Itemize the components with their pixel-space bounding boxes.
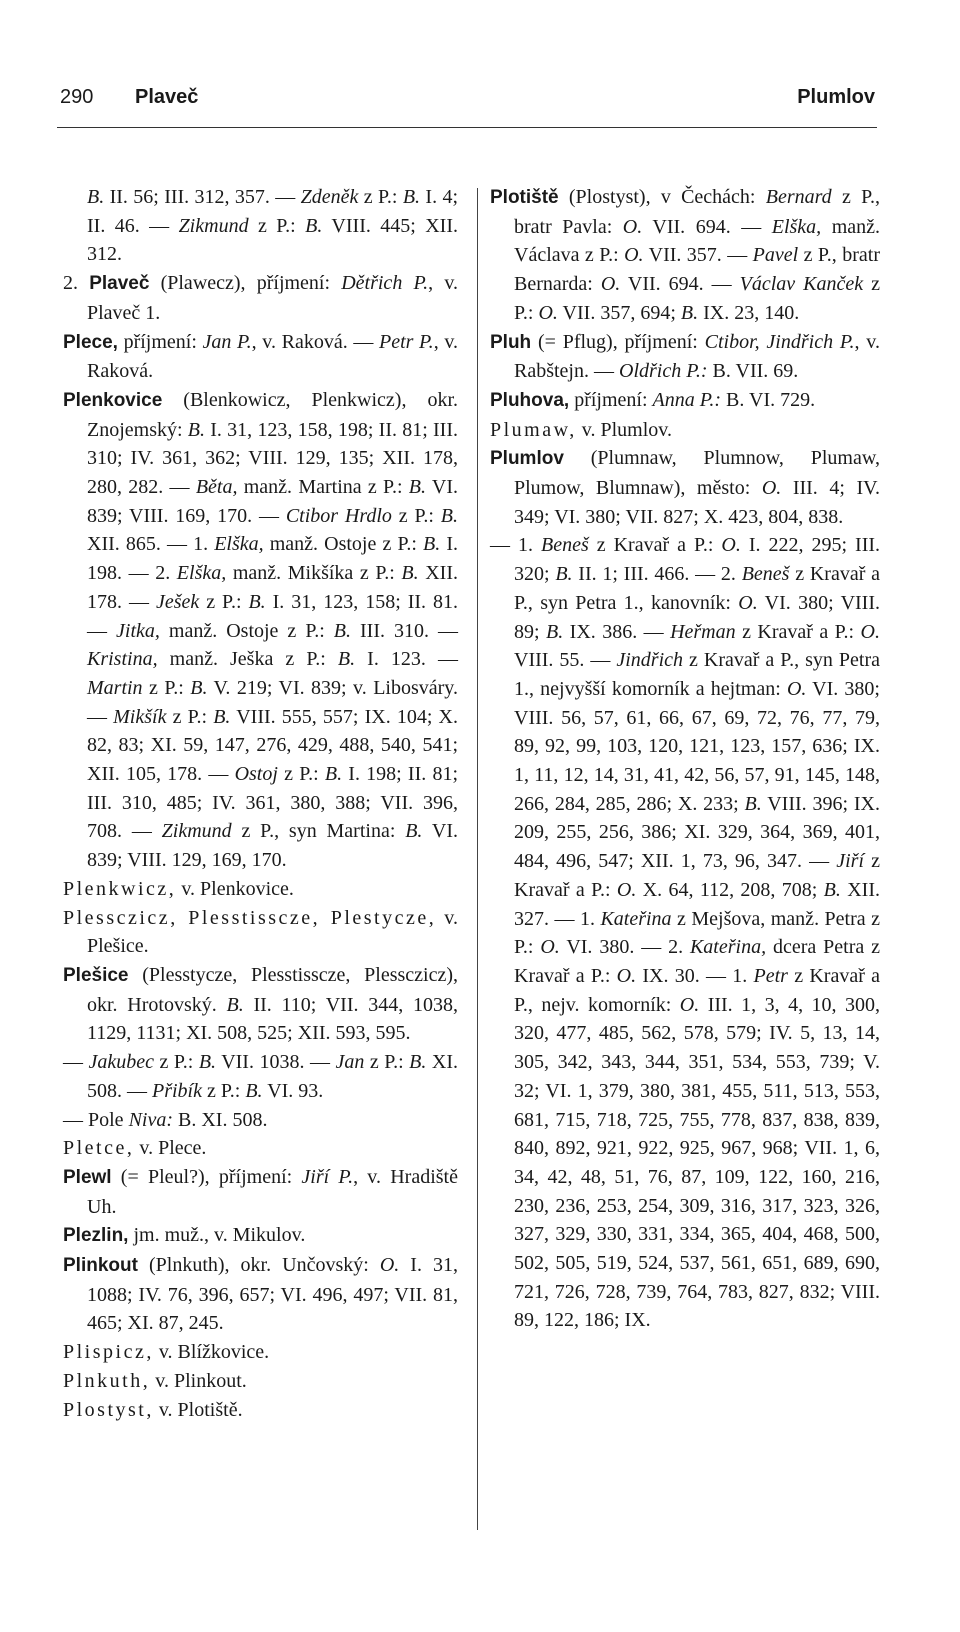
entry-text: , v. Plaveč 1. — [87, 272, 459, 324]
entry-headword: Plinkout — [63, 1255, 138, 1277]
entry-text: (Plostyst), v Čechách: — [558, 186, 766, 208]
running-header — [60, 86, 875, 120]
entry-text: v. Blížkovice. — [153, 1341, 270, 1364]
entry-italic-name: Přibík — [152, 1079, 202, 1102]
entry-italic-name: O. — [616, 964, 637, 987]
entry-italic-name: Kristina, — [87, 648, 158, 671]
entry-variant-spelling: Plnkuth, — [63, 1369, 151, 1392]
entry-text: manž. Ješka z P.: — [157, 648, 338, 671]
index-entry — [63, 328, 458, 386]
entry-italic-name: B. — [546, 620, 564, 643]
entry-headword: Plewl — [63, 1166, 112, 1188]
entry-variant-spelling: Plumaw, — [490, 418, 577, 441]
index-entry — [63, 269, 458, 327]
entry-headword: Plenkovice — [63, 389, 163, 411]
entry-italic-name: Kateřina, — [689, 936, 767, 959]
entry-italic-name: Zdeněk — [300, 186, 359, 208]
entry-italic-name: O. — [622, 215, 643, 238]
entry-italic-name: O. — [624, 244, 644, 267]
entry-italic-name: Heřman — [670, 620, 736, 643]
page-number: 290 — [60, 86, 94, 108]
entry-italic-name: B. — [405, 820, 423, 843]
entry-italic-name: O. — [786, 677, 807, 700]
entry-italic-name: B. — [744, 792, 762, 815]
entry-text: v. Plumlov. — [576, 418, 672, 441]
entry-text: (Plnkuth), okr. Unčovský: — [137, 1254, 380, 1277]
entry-italic-name: B. — [305, 214, 323, 237]
entry-italic-name: B. — [555, 563, 573, 586]
entry-italic-name: O. — [616, 878, 637, 901]
entry-italic-name: O. — [379, 1254, 400, 1277]
entry-text: I. 222, 295; III. 320; — [514, 534, 881, 586]
entry-text: v. Plece. — [134, 1137, 207, 1160]
index-entry — [63, 1048, 458, 1105]
entry-text: VII. 694. — — [642, 215, 772, 238]
entry-italic-name: B. — [823, 878, 841, 901]
entry-italic-name: B. — [409, 1051, 427, 1074]
entry-italic-name: B. — [333, 619, 352, 642]
entry-text: z P.: — [277, 763, 325, 786]
entry-italic-name: O. — [600, 273, 621, 296]
entry-italic-name: B. — [248, 590, 266, 613]
entry-headword: Pluhova, — [490, 389, 570, 411]
entry-text: B. XI. 508. — [173, 1108, 268, 1131]
entry-text: , v. Hradiště Uh. — [87, 1165, 458, 1218]
entry-text: z P.: — [199, 590, 249, 613]
entry-text: v. Plenkovice. — [176, 877, 294, 900]
index-entry — [63, 961, 458, 1048]
index-entry — [490, 386, 880, 416]
entry-headword: Plumlov — [490, 448, 564, 470]
index-entry — [63, 1106, 458, 1135]
entry-italic-name: B. — [680, 301, 699, 324]
entry-text: VII. 1038. — — [216, 1051, 336, 1074]
entry-text: IX. 23, 140. — [698, 301, 800, 324]
entry-text: XII. 327. — 1. — [514, 878, 880, 930]
index-entry — [63, 386, 458, 875]
index-entry — [63, 904, 458, 961]
entry-text: příjmení: — [117, 330, 203, 353]
entry-italic-name: B. — [401, 562, 419, 585]
entry-italic-name: B. — [408, 476, 426, 499]
entry-italic-name: Jitka, — [116, 619, 160, 642]
entry-text: z P.: — [391, 504, 441, 527]
entry-text: v. Plešice. — [87, 906, 458, 958]
entry-text: (Plawecz), příjmení: — [149, 272, 342, 295]
entry-variant-spelling: Plessczicz, Plesstissсze, Plestycze, — [63, 906, 437, 929]
entry-text: VI. 380; VIII. 56, 57, 61, 66, 67, 69, 72, 76, 77, 79, 89, 92, 99, 103, 120, 121, 123, 157, 636; IX. 1, 11, 12, 14, 31, 41, 42, 56, 57, 91, 145, 148, 266, 284, 285, 286; X. 233; — [514, 677, 880, 815]
entry-text: manž. Martina z P.: — [237, 476, 409, 499]
entry-italic-name: O. — [538, 301, 558, 324]
entry-text: — 1. — [490, 534, 541, 557]
entry-text: XI. 508. — — [87, 1051, 458, 1102]
entry-text: I. 31, 123, 158; II. 81. — — [87, 590, 459, 642]
entry-text: IX. 30. — 1. — [636, 964, 754, 987]
entry-italic-name: Anna P.: — [652, 388, 722, 411]
entry-italic-name: Ctibor Hrdlo — [285, 504, 392, 527]
entry-italic-name: O. — [738, 591, 758, 614]
entry-text: v. Plotiště. — [153, 1398, 243, 1421]
entry-italic-name: Jindřich — [616, 649, 684, 672]
entry-text: II. 56; III. 312, 357. — — [109, 186, 301, 208]
entry-italic-name: O. — [540, 936, 560, 959]
entry-italic-name: B. — [198, 1051, 217, 1074]
entry-italic-name: Oldřich P.: — [619, 360, 708, 383]
entry-text: z P.: — [142, 676, 191, 699]
header-left-word: Plaveč — [135, 86, 199, 108]
entry-text: VI. 93. — [262, 1079, 324, 1102]
entry-text: VIII. 55. — — [514, 649, 617, 672]
entry-italic-name: Elška, — [176, 562, 227, 585]
entry-text: 2. — [63, 272, 90, 295]
entry-text: (= Pflug), příjmení: — [531, 330, 705, 353]
entry-text: manž. Václava z P.: — [514, 215, 881, 267]
entry-italic-name: Běta, — [195, 476, 238, 499]
entry-text: IX. 386. — — [563, 620, 671, 643]
entry-italic-name: B. — [402, 186, 421, 208]
entry-text: v. Plinkout. — [150, 1369, 247, 1392]
entry-text: z P.: — [166, 705, 214, 728]
entry-headword: Plece, — [63, 331, 118, 353]
entry-italic-name: Jiří P. — [301, 1165, 354, 1188]
entry-text: z P., bratr Pavla: — [514, 186, 880, 238]
entry-italic-name: Niva: — [128, 1108, 173, 1131]
index-entry — [63, 183, 458, 269]
entry-text: III. 4; IV. 349; VI. 380; VII. 827; X. 423, 804, 838. — [514, 477, 880, 528]
entry-text: z Kravař a P., syn Petra 1., nejvyšší komorník a hejtman: — [514, 649, 880, 700]
index-entry — [490, 183, 880, 328]
entry-text: z P., bratr Bernarda: — [514, 244, 880, 296]
index-entry — [63, 875, 458, 904]
entry-text: VI. 839; VIII. 129, 169, 170. — [87, 820, 459, 872]
entry-text: XII. 865. — 1. — [87, 533, 215, 556]
header-rule — [57, 127, 877, 128]
entry-italic-name: B. — [245, 1079, 263, 1102]
entry-italic-name: Mikšík — [113, 705, 167, 728]
entry-text: I. 4; II. 46. — — [87, 186, 459, 237]
entry-text: (Plesstycze, Plesstisscze, Plessczicz), okr. Hrotovský. — [87, 963, 458, 1016]
entry-italic-name: B. — [87, 186, 110, 208]
entry-text: , v. Raková. — [87, 330, 459, 383]
entry-text: z Kravař a P.: — [735, 620, 861, 643]
left-column — [63, 183, 458, 1424]
entry-italic-name: Beneš — [540, 534, 589, 557]
index-entry — [63, 1251, 458, 1338]
entry-italic-name: O. — [761, 477, 782, 500]
entry-text: VIII. 445; XII. 312. — [87, 214, 458, 266]
entry-text: z P.: — [358, 186, 403, 208]
entry-italic-name: O. — [860, 620, 880, 643]
entry-text: jm. muž., v. Mikulov. — [128, 1224, 306, 1247]
entry-italic-name: Václav Kanček — [739, 273, 864, 296]
index-entry — [63, 1134, 458, 1163]
entry-variant-spelling: Plispicz, — [63, 1341, 154, 1364]
entry-text: z P., syn Martina: — [231, 820, 406, 843]
entry-text: z P.: — [248, 214, 306, 237]
entry-text: VI. 380. — 2. — [559, 936, 690, 959]
entry-text: z P.: — [514, 273, 880, 324]
entry-text: III. 310. — — [351, 619, 459, 642]
entry-text: VII. 694. — — [620, 273, 740, 296]
entry-text: manž. Ostoje z P.: — [263, 533, 424, 556]
entry-variant-spelling: Pletce, — [63, 1137, 135, 1160]
index-entry — [490, 531, 880, 1335]
entry-italic-name: B. — [423, 533, 441, 556]
index-entry — [490, 328, 880, 386]
entry-headword: Plezlin, — [63, 1225, 129, 1247]
index-entry — [63, 1163, 458, 1221]
entry-text: I. 123. — — [355, 648, 458, 671]
entry-italic-name: Martin — [87, 676, 143, 699]
entry-text: (Plumnaw, Plumnow, Plumaw, Plumow, Blumnaw), město: — [514, 447, 880, 500]
entry-italic-name: O. — [679, 993, 700, 1016]
entry-text: z Kravař a P., nejv. komorník: — [514, 964, 880, 1016]
entry-text: VII. 357. — — [643, 244, 753, 267]
entry-text: z Kravař a P.: — [588, 534, 722, 557]
entry-italic-name: Bernard — [765, 186, 832, 208]
entry-text: III. 1, 3, 4, 10, 300, 320, 477, 485, 562, 578, 579; IV. 5, 13, 14, 305, 342, 343, 344, 351, 534, 553, 739; V. 32; VI. 1, 379, 380, 381, 455, 511, 513, 553, 681, 715, 718, 725, 755, 778, 837, 838, 839, 840, 892, 921, 922, 925, 967, 968; VII. 1, 6, 34, 42, 48, 51, 76, 87, 109, 122, 160, 216, 230, 236, 253, 254, 309, 316, 317, 323, 326, 327, 329, 330, 331, 334, 365, 404, 468, 500, 502, 505, 519, 524, 537, 561, 651, 689, 690, 721, 726, 728, 739, 764, 783, 827, 832; VIII. 89, 122, 186; IX. — [514, 993, 881, 1332]
index-entry — [63, 1338, 458, 1367]
entry-headword: Pluh — [490, 331, 532, 353]
entry-text: XII. 178. — — [87, 562, 458, 613]
entry-text: z P.: — [202, 1079, 246, 1102]
entry-text: (= Pleul?), příjmení: — [111, 1165, 302, 1188]
entry-italic-name: O. — [721, 534, 741, 557]
entry-italic-name: Zikmund — [178, 214, 249, 237]
entry-text: VII. 357, 694; — [557, 301, 681, 324]
entry-italic-name: Ješek — [155, 590, 200, 613]
entry-text: manž. Mikšíka z P.: — [226, 562, 402, 585]
entry-italic-name: Jakubec — [88, 1051, 155, 1074]
entry-text: příjmení: — [569, 388, 653, 411]
entry-text: z Mejšova, manž. Petra z P.: — [514, 907, 880, 959]
entry-text: z P.: — [154, 1051, 199, 1074]
entry-italic-name: Dětřich P. — [341, 272, 429, 295]
entry-text: I. 31, 1088; IV. 76, 396, 657; VI. 496, 497; VII. 81, 465; XI. 87, 245. — [87, 1254, 458, 1335]
entry-text: V. 219; VI. 839; v. Libosváry. — — [87, 676, 459, 728]
entry-italic-name: B. — [226, 993, 244, 1016]
entry-italic-name: Zikmund — [161, 820, 232, 843]
entry-text: VIII. 396; IX. 209, 255, 256, 386; XI. 329, 364, 369, 401, 484, 496, 547; XII. 1, 73, 96, 347. — — [514, 792, 880, 873]
entry-headword: Plešice — [63, 964, 129, 986]
entry-text: z Kravař a P., syn Petra 1., kanovník: — [514, 563, 880, 614]
entry-text: II. 1; III. 466. — 2. — [572, 563, 742, 586]
entry-text: — — [63, 1051, 89, 1074]
header-right-word: Plumlov — [797, 86, 875, 108]
entry-text: — Pole — [63, 1108, 129, 1131]
entry-italic-name: B. — [337, 648, 356, 671]
entry-italic-name: Ctibor, Jindřich P. — [704, 330, 855, 353]
entry-variant-spelling: Plenkwicz, — [63, 877, 177, 900]
index-entry — [63, 1367, 458, 1396]
entry-text: VIII. 555, 557; IX. 104; X. 82, 83; XI. 59, 147, 276, 429, 488, 540, 541; XII. 105, 178. — — [87, 705, 458, 786]
entry-text: II. 110; VII. 344, 1038, 1129, 1131; XI. 508, 525; XII. 593, 595. — [87, 993, 458, 1045]
entry-text: z P.: — [364, 1051, 410, 1074]
entry-text: , v. Rabštejn. — — [514, 330, 881, 383]
entry-italic-name: B. — [213, 705, 231, 728]
entry-text: I. 198. — 2. — [87, 533, 458, 585]
entry-text: VI. 380; VIII. 89; — [514, 591, 880, 643]
entry-italic-name: Petr P. — [378, 330, 434, 353]
entry-headword: Plotiště — [490, 187, 559, 208]
entry-italic-name: B. — [187, 418, 206, 441]
right-column — [490, 183, 880, 1335]
entry-text: X. 64, 112, 208, 708; — [636, 878, 824, 901]
index-entry — [63, 1396, 458, 1425]
column-divider — [477, 188, 478, 1530]
entry-italic-name: Kateřina — [600, 907, 672, 930]
entry-text: VI. 839; VIII. 169, 170. — — [87, 476, 459, 527]
entry-text: I. 198; II. 81; III. 310, 485; IV. 361, 380, 388; VII. 396, 708. — — [87, 763, 458, 843]
entry-italic-name: B. — [324, 763, 343, 786]
entry-italic-name: Elška, — [214, 533, 264, 556]
entry-italic-name: Petr — [753, 964, 788, 987]
entry-italic-name: Pavel — [752, 244, 799, 267]
entry-italic-name: B. — [190, 676, 208, 699]
entry-italic-name: Elška, — [771, 215, 822, 238]
entry-text: z Kravař a P.: — [514, 850, 880, 901]
entry-variant-spelling: Plostyst, — [63, 1398, 154, 1421]
entry-italic-name: B. — [440, 504, 459, 527]
entry-text: dcera Petra z Kravař a P.: — [514, 936, 881, 987]
entry-italic-name: Beneš — [741, 563, 790, 586]
index-entry — [490, 416, 880, 445]
entry-headword: Plaveč — [89, 273, 150, 295]
entry-text: B. VII. 69. — [707, 360, 799, 383]
entry-text: manž. Ostoje z P.: — [159, 619, 334, 642]
entry-text: (Blenkowicz, Plenkwicz), okr. Znojemský: — [87, 388, 458, 441]
entry-italic-name: Ostoj — [234, 763, 278, 786]
entry-italic-name: Jan — [335, 1051, 365, 1074]
entry-italic-name: Jan P. — [202, 330, 252, 353]
index-entry — [63, 1221, 458, 1251]
entry-text: I. 31, 123, 158, 198; II. 81; III. 310; IV. 361, 362; VIII. 129, 135; XII. 178, 280, 282. — — [87, 418, 459, 499]
entry-text: B. VI. 729. — [721, 388, 816, 411]
index-entry — [490, 444, 880, 531]
entry-text: , v. Raková. — — [251, 330, 379, 353]
entry-italic-name: Jiří — [836, 850, 865, 873]
